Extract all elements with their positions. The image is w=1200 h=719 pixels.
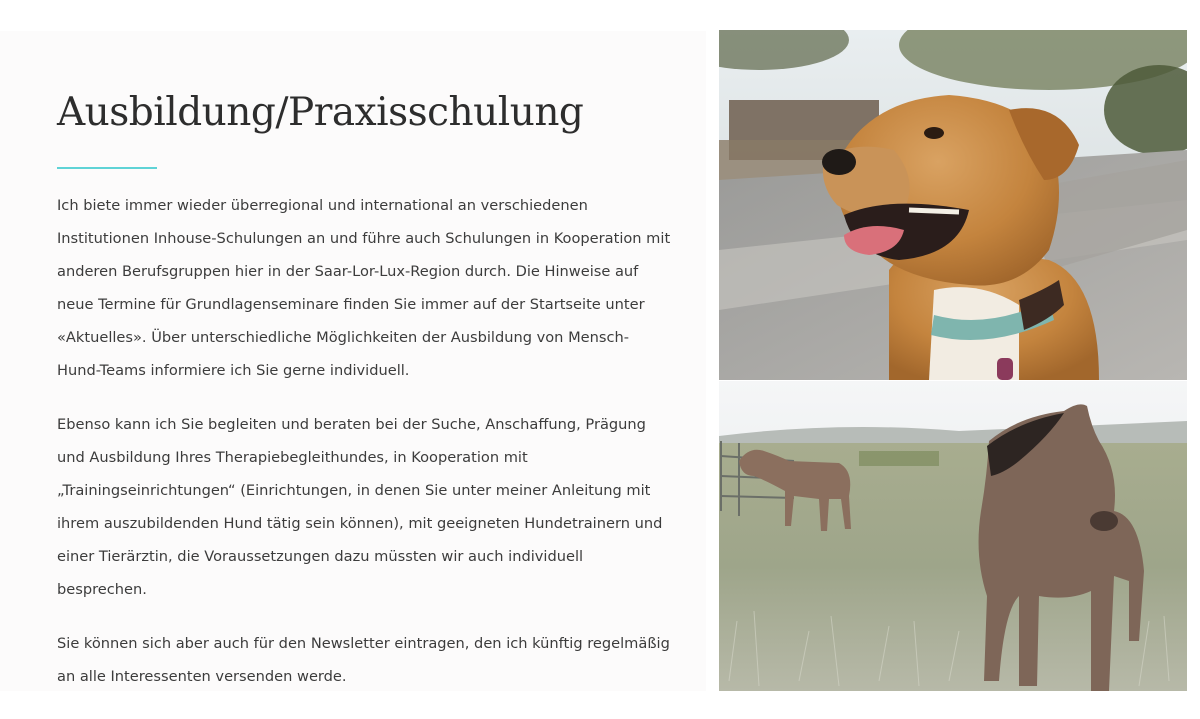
- paragraph-training-offer: Ich biete immer wieder überregional und international an verschiedenen Institutionen Inhouse-Schulungen an und führe auch Schulungen in Kooperation mit anderen Berufsgruppen hier in der Saar-Lor-Lux-Region durch. Die Hinweise auf neue Termine für Grundlagenseminare finden Sie immer auf der Startseite unter «Aktuelles». Über unterschiedliche Möglichkeiten der Ausbildung von Mensch-Hund-Teams informiere ich Sie gerne individuell.: [57, 197, 671, 379]
- section-body: [57, 189, 672, 714]
- dog-photo: [719, 30, 1187, 380]
- paragraph-therapy-dog-support: Ebenso kann ich Sie begleiten und beraten bei der Suche, Anschaffung, Prägung und Ausbildung Ihres Therapiebegleithundes, in Kooperation mit „Trainingseinrichtungen“ (Einrichtungen, in denen Sie unter meiner Anleitung mit ihrem auszubildenden Hund tätig sein können), mit geeigneten Hundetrainern und einer Tierärztin, die Voraussetzungen dazu müssten wir auch individuell besprechen.: [57, 416, 663, 598]
- horses-photo: [719, 381, 1187, 691]
- section-title: Ausbildung/Praxisschulung: [57, 90, 584, 135]
- paragraph-newsletter: Sie können sich aber auch für den Newsletter eintragen, den ich künftig regelmäßig an alle Interessenten versenden werde.: [57, 635, 670, 685]
- title-accent-divider: [57, 167, 157, 169]
